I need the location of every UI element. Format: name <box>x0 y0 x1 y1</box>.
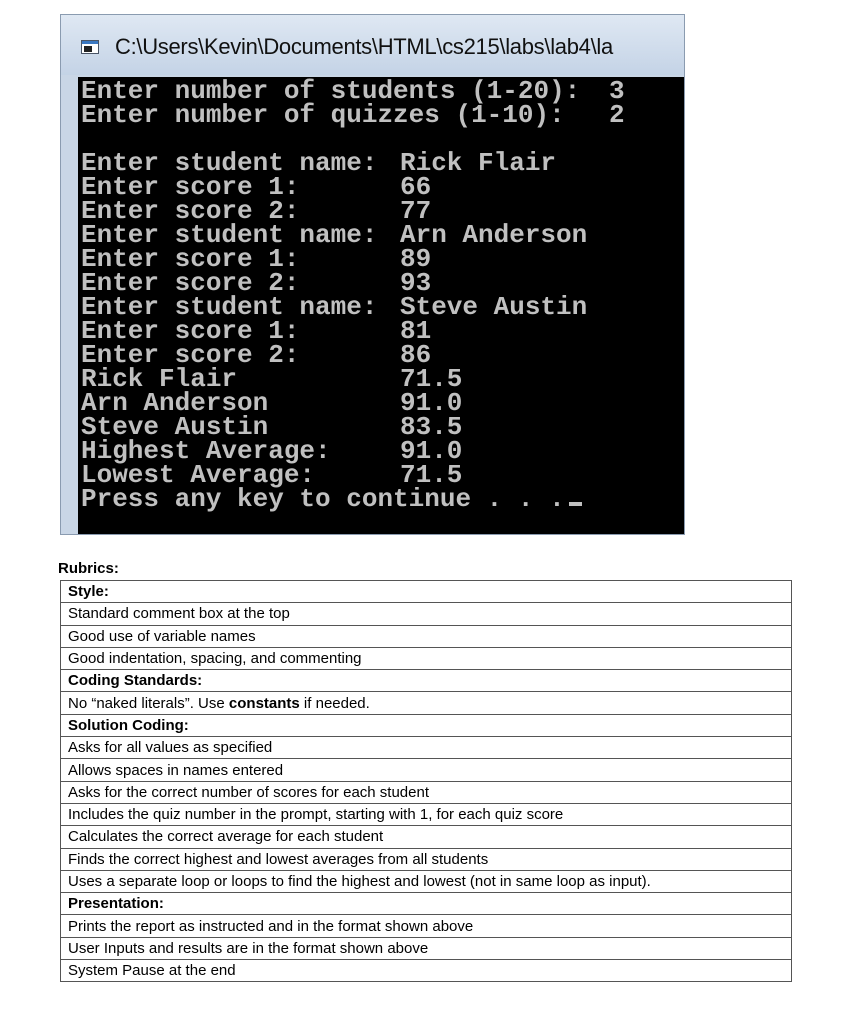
console-label: Enter student name: <box>81 220 378 250</box>
rubric-criterion <box>61 625 792 647</box>
window-title: C:\Users\Kevin\Documents\HTML\cs215\labs\lab4\la <box>115 34 613 59</box>
rubric-row <box>61 848 792 870</box>
console-value: Rick Flair <box>400 148 557 178</box>
console-value: 83.5 <box>400 412 463 442</box>
rubric-row <box>61 759 792 781</box>
rubric-row <box>61 960 792 982</box>
rubric-criterion <box>61 848 792 870</box>
rubric-text: Style: <box>68 583 109 601</box>
rubric-row <box>61 625 792 647</box>
console-label: Arn Anderson <box>81 388 269 418</box>
rubric-text: Solution Coding: <box>68 716 189 734</box>
rubric-row <box>61 915 792 937</box>
console-line-pause <box>78 484 684 514</box>
rubric-criterion <box>61 759 792 781</box>
console-value: 71.5 <box>400 460 463 490</box>
rubric-text: Asks for the correct number of scores for each student <box>68 783 429 801</box>
console-value: 71.5 <box>400 364 463 394</box>
rubric-text: Allows spaces in names entered <box>68 761 284 779</box>
console-label: Enter score 2: <box>81 196 300 226</box>
rubric-section-row <box>61 893 792 915</box>
console-value: 81 <box>400 316 432 346</box>
rubric-section-heading <box>61 893 792 915</box>
console-value: 66 <box>400 172 432 202</box>
console-label: Enter student name: <box>81 292 378 322</box>
console-label: Enter score 1: <box>81 172 300 202</box>
rubric-section-row <box>61 581 792 603</box>
rubric-bold-text: constants <box>228 694 300 712</box>
console-label: Enter score 1: <box>81 244 300 274</box>
rubric-section-heading <box>61 670 792 692</box>
rubric-text: Good use of variable names <box>68 627 256 645</box>
rubric-table <box>60 580 792 982</box>
rubric-text: if needed. <box>299 694 370 712</box>
console-label: Enter score 2: <box>81 340 300 370</box>
rubric-criterion <box>61 803 792 825</box>
pause-text: Press any key to continue . . . <box>81 487 582 511</box>
rubric-criterion <box>61 960 792 982</box>
rubric-criterion <box>61 826 792 848</box>
console-value: Steve Austin <box>400 292 588 322</box>
rubric-row <box>61 803 792 825</box>
console-value: 91.0 <box>400 388 463 418</box>
rubric-criterion <box>61 915 792 937</box>
rubric-row <box>61 603 792 625</box>
console-value: 91.0 <box>400 436 463 466</box>
window-title-bar[interactable] <box>61 15 684 75</box>
rubric-text: Coding Standards: <box>68 672 203 690</box>
console-value: 86 <box>400 340 432 370</box>
console-label: Rick Flair <box>81 364 238 394</box>
console-value: 3 <box>609 76 625 106</box>
console-label: Enter number of students (1-20): <box>81 76 581 106</box>
rubric-text: Prints the report as instructed and in the format shown above <box>68 917 474 935</box>
console-value: 93 <box>400 268 432 298</box>
rubric-section-row <box>61 670 792 692</box>
console-label: Enter score 1: <box>81 316 300 346</box>
rubric-section-heading <box>61 581 792 603</box>
rubric-text: Finds the correct highest and lowest averages from all students <box>68 850 489 868</box>
console-window[interactable] <box>60 14 685 535</box>
rubric-text: Calculates the correct average for each student <box>68 828 384 846</box>
rubric-text: Standard comment box at the top <box>68 605 290 623</box>
console-label: Highest Average: <box>81 436 331 466</box>
rubric-row <box>61 937 792 959</box>
rubric-criterion <box>61 647 792 669</box>
console-line-quizzes <box>78 100 684 130</box>
rubric-text: Includes the quiz number in the prompt, starting with 1, for each quiz score <box>68 806 564 824</box>
rubric-section-heading <box>61 714 792 736</box>
console-output[interactable] <box>78 77 684 534</box>
rubric-criterion <box>61 781 792 803</box>
rubric-row <box>61 826 792 848</box>
console-label: Lowest Average: <box>81 460 316 490</box>
rubric-text: Presentation: <box>68 895 164 913</box>
console-entries <box>78 148 684 490</box>
console-value: 2 <box>609 100 625 130</box>
rubric-text: No “naked literals”. Use <box>68 694 229 712</box>
rubric-criterion <box>61 737 792 759</box>
console-label: Steve Austin <box>81 412 269 442</box>
console-label: Enter number of quizzes (1-10): <box>81 100 565 130</box>
console-value: 89 <box>400 244 432 274</box>
rubric-row <box>61 781 792 803</box>
rubric-text: Uses a separate loop or loops to find the highest and lowest (not in same loop as input). <box>68 873 651 890</box>
console-app-icon <box>81 40 99 54</box>
console-label: Enter student name: <box>81 148 378 178</box>
console-value: 77 <box>400 196 432 226</box>
rubric-text: System Pause at the end <box>68 962 236 980</box>
rubric-criterion <box>61 937 792 959</box>
rubric-criterion <box>61 603 792 625</box>
rubric-title: Rubrics: <box>58 560 119 577</box>
rubric-row <box>61 737 792 759</box>
rubric-row <box>61 647 792 669</box>
rubric-criterion <box>61 692 792 714</box>
rubric-text: User Inputs and results are in the format shown above <box>68 939 429 957</box>
rubric-text: Good indentation, spacing, and commenting <box>68 650 362 668</box>
console-value: Arn Anderson <box>400 220 588 250</box>
text-cursor <box>569 502 582 506</box>
rubric-criterion <box>61 870 792 892</box>
rubric-text: Asks for all values as specified <box>68 739 273 757</box>
console-label: Enter score 2: <box>81 268 300 298</box>
rubric-row <box>61 870 792 892</box>
rubric-row <box>61 692 792 714</box>
rubric-section-row <box>61 714 792 736</box>
